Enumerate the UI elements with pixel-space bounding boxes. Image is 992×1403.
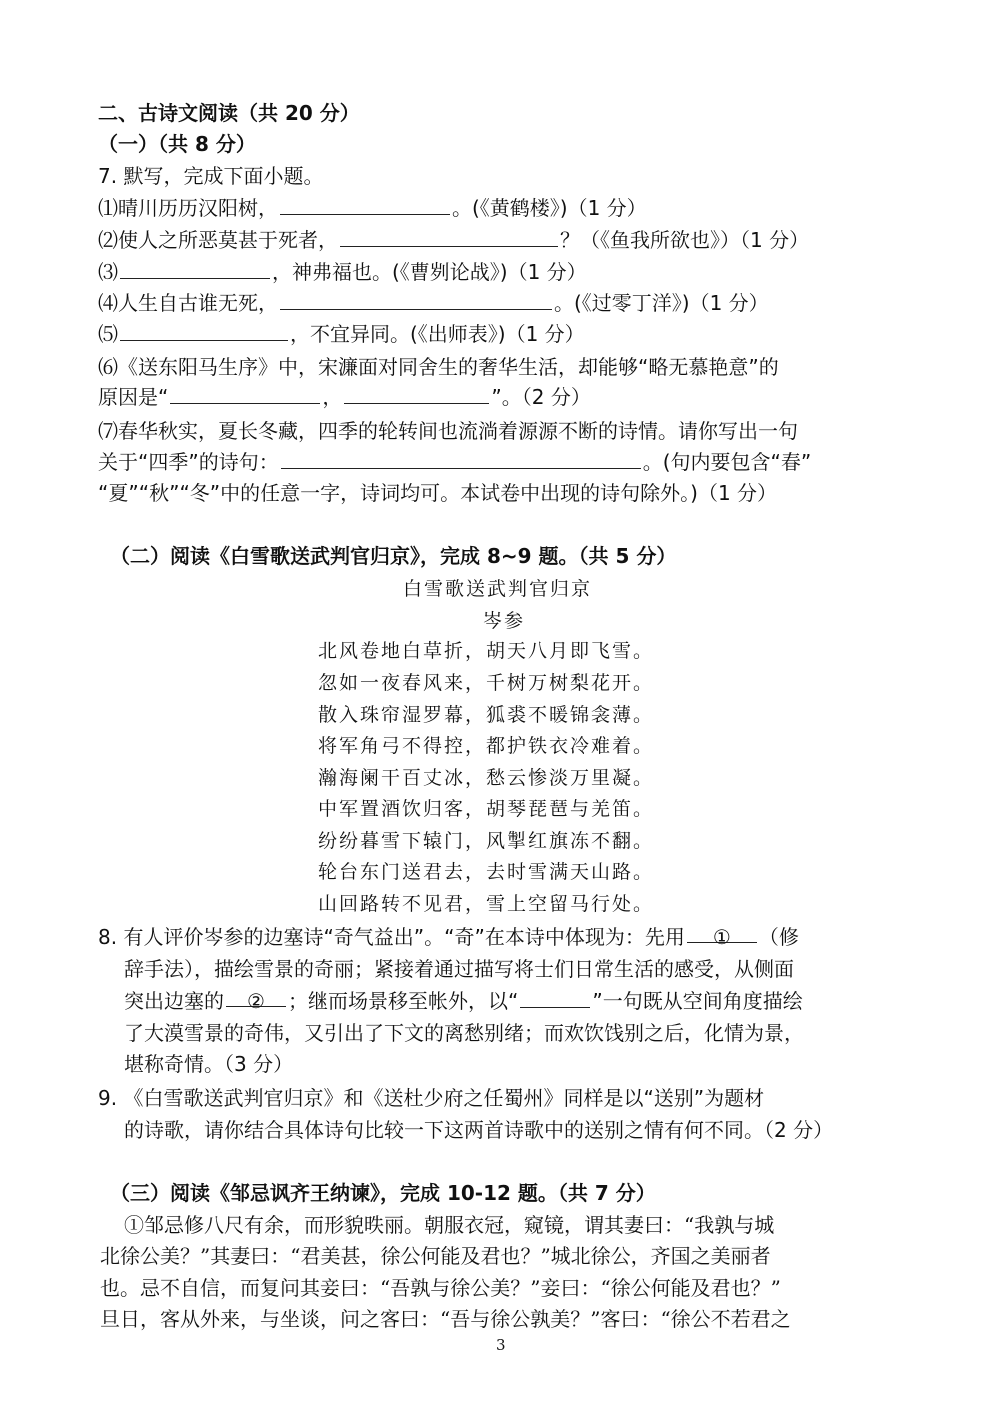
- part3-header: （三）阅读《邹忌讽齐王纳谏》，完成 10-12 题。（共 7 分）: [110, 1181, 656, 1205]
- poem-line: 中军置酒饮归客，胡琴琵琶与羌笛。: [318, 798, 655, 820]
- answer-blank[interactable]: [280, 196, 450, 215]
- answer-blank-2[interactable]: [226, 988, 286, 1013]
- q8-line3-end: ”一句既从空间角度描绘: [592, 989, 803, 1013]
- q7-item-4-text: ⑷人生自古谁无死，: [98, 291, 278, 315]
- q7-item-1-text: ⑴晴川历历汉阳树，: [98, 196, 278, 220]
- q8-line4: 了大漠雪景的奇伟，又引出了下文的离愁别绪；而欢饮饯别之后，化情为景，: [124, 1021, 804, 1045]
- poem-title: 白雪歌送武判官归京: [403, 578, 593, 600]
- poem-line: 瀚海阑干百丈冰，愁云惨淡万里凝。: [318, 767, 655, 789]
- q7-item-7-line2: [98, 449, 811, 475]
- answer-blank[interactable]: [120, 260, 270, 279]
- answer-blank[interactable]: [170, 385, 320, 404]
- q7-item-2: [98, 227, 809, 253]
- part1-header: （一）（共 8 分）: [98, 132, 256, 156]
- q7-item-7-prefix: 关于“四季”的诗句：: [98, 450, 279, 474]
- q8-line3-text: 突出边塞的: [124, 989, 224, 1013]
- section-title: 二、古诗文阅读（共 20 分）: [98, 101, 360, 125]
- blank-marker-1: ①: [712, 925, 731, 949]
- q7-item-6-comma: ，: [322, 385, 343, 409]
- q7-item-2-text: ⑵使人之所恶莫甚于死者，: [98, 228, 338, 252]
- q9-line1: 9. 《白雪歌送武判官归京》和《送杜少府之任蜀州》同样是以“送别”为题材: [98, 1086, 765, 1110]
- q7-item-5: [98, 321, 585, 347]
- q7-item-5-source: ，不宜异同。(《出师表》)（1 分）: [290, 322, 585, 346]
- q7-item-5-prefix: ⑸: [98, 322, 118, 346]
- q7-item-4: [98, 290, 769, 316]
- q7-item-2-source: ？（《鱼我所欲也》）（1 分）: [560, 228, 810, 252]
- blank-marker-2: ②: [247, 989, 265, 1013]
- q7-item-7-line3: “夏”“秋”“冬”中的任意一字，诗词均可。本试卷中出现的诗句除外。)（1 分）: [98, 481, 778, 505]
- answer-blank[interactable]: [281, 450, 641, 469]
- poem-line: 山回路转不见君，雪上空留马行处。: [318, 893, 655, 915]
- q9-line2: 的诗歌，请你结合具体诗句比较一下这两首诗歌中的送别之情有何不同。（2 分）: [124, 1118, 834, 1142]
- answer-blank[interactable]: [344, 385, 489, 404]
- q8-line5: 堪称奇情。（3 分）: [124, 1052, 294, 1076]
- q8-line3-mid: ；继而场景移至帐外，以“: [288, 989, 519, 1013]
- passage-line: 也。忌不自信，而复问其妾曰：“吾孰与徐公美？”妾曰：“徐公何能及君也？”: [100, 1276, 781, 1300]
- answer-blank[interactable]: [120, 322, 288, 341]
- q7-item-1: [98, 195, 647, 221]
- poem-line: 北风卷地白草折，胡天八月即飞雪。: [318, 640, 655, 662]
- passage-line: ①邹忌修八尺有余，而形貌昳丽。朝服衣冠，窥镜，谓其妻曰：“我孰与城: [124, 1213, 775, 1237]
- poem-line: 忽如一夜春风来，千树万树梨花开。: [318, 672, 655, 694]
- q8-line2: 辞手法），描绘雪景的奇丽；紧接着通过描写将士们日常生活的感受，从侧面: [124, 957, 794, 981]
- q7-item-6-suffix: ”。（2 分）: [491, 385, 591, 409]
- q7-item-3-prefix: ⑶: [98, 260, 118, 284]
- answer-blank[interactable]: [280, 291, 552, 310]
- page-number: 3: [496, 1336, 506, 1354]
- answer-blank-3[interactable]: [520, 989, 590, 1008]
- poem-line: 散入珠帘湿罗幕，狐裘不暖锦衾薄。: [318, 704, 655, 726]
- q7-item-1-source: 。(《黄鹤楼》)（1 分）: [452, 196, 647, 220]
- q8-line1-end: （修: [758, 925, 799, 949]
- answer-blank-1[interactable]: [687, 924, 757, 949]
- passage-line: 旦日，客从外来，与坐谈，问之客曰：“吾与徐公孰美？”客曰：“徐公不若君之: [100, 1307, 791, 1331]
- q7-item-6-line2: [98, 384, 591, 410]
- poem-author: 岑参: [483, 610, 526, 632]
- q7-item-3-source: ，神弗福也。(《曹刿论战》)（1 分）: [272, 260, 587, 284]
- answer-blank[interactable]: [340, 228, 558, 247]
- part2-header: （二）阅读《白雪歌送武判官归京》，完成 8~9 题。（共 5 分）: [110, 544, 677, 568]
- q7-item-4-source: 。(《过零丁洋》)（1 分）: [554, 291, 769, 315]
- q8-line3: [124, 988, 803, 1014]
- q7-item-3: [98, 259, 587, 285]
- q7-stem: 7. 默写，完成下面小题。: [98, 164, 324, 188]
- q7-item-6-line1: ⑹《送东阳马生序》中，宋濂面对同舍生的奢华生活，却能够“略无慕艳意”的: [98, 355, 779, 379]
- q8-line1-text: 8. 有人评价岑参的边塞诗“奇气益出”。“奇”在本诗中体现为：先用: [98, 925, 685, 949]
- poem-line: 将军角弓不得控，都护铁衣冷难着。: [318, 735, 655, 757]
- q8-line1: [98, 924, 799, 950]
- poem-line: 纷纷暮雪下辕门，风掣红旗冻不翻。: [318, 830, 655, 852]
- poem-line: 轮台东门送君去，去时雪满天山路。: [318, 861, 655, 883]
- passage-line: 北徐公美？”其妻曰：“君美甚，徐公何能及君也？”城北徐公，齐国之美丽者: [100, 1244, 771, 1268]
- q7-item-7-note: 。(句内要包含“春”: [642, 450, 812, 474]
- q7-item-7-line1: ⑺春华秋实，夏长冬藏，四季的轮转间也流淌着源源不断的诗情。请你写出一句: [98, 419, 798, 443]
- q7-item-6-prefix: 原因是“: [98, 385, 169, 409]
